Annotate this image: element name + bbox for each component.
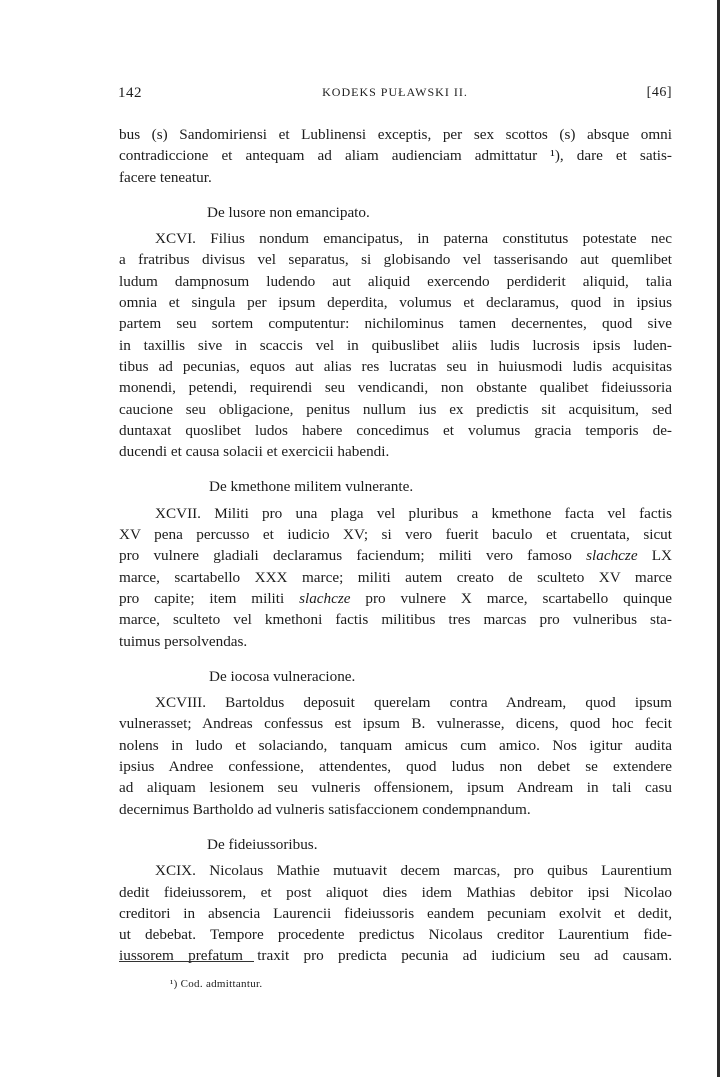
footnote: ¹) Cod. admittantur. [170, 978, 263, 990]
text-line: partem seu sortem computentur: nichilominus tamen decernentes, quod sive [119, 315, 672, 333]
text-line: facere teneatur. [119, 168, 212, 186]
text-line: XV pena percusso et iudicio XV; si vero fuerit baculo et cruentata, sicut [119, 526, 672, 544]
paragraph-xcviii [119, 692, 672, 820]
text-line: XCIX. Nicolaus Mathie mutuavit decem marcas, pro quibus Laurentium [155, 862, 672, 880]
text-line: nolens in ludo et solaciando, tanquam amicus cum amico. Nos igitur audita [119, 736, 672, 754]
text-line: tuimus persolvendas. [119, 632, 248, 650]
footnote-rule [119, 961, 254, 962]
text-line-with-italic: pro capite; item militi slachcze pro vulnere X marce, scartabello quinque [119, 589, 673, 607]
page-body [119, 124, 672, 967]
text-line: monendi, petendi, requirendi seu vendicandi, non obstante qualibet fideiussoria [119, 379, 672, 397]
text-line: contradiccione et antequam ad aliam audienciam admittatur ¹), dare et satis- [119, 147, 672, 165]
running-title: KODEKS PUŁAWSKI II. [322, 85, 468, 99]
section-heading: De fideiussoribus. [207, 835, 318, 853]
italic-term: slachcze [586, 547, 638, 565]
text-line: ut debebat. Tempore procedente predictus Nicolaus creditor Laurentium fide- [119, 926, 672, 944]
text-line: caucione seu obligacione, penitus nullum ius ex predictis sit acquisitum, sed [119, 400, 672, 418]
text-line: marce, sculteto vel kmethoni factis militibus tres marcas pro vulneribus sta- [119, 611, 672, 629]
text-line: dedit fideiussorem, et post aliquot dies idem Mathias debitor ipsi Nicolao [119, 883, 672, 901]
text-line: duntaxat quoslibet ludos habere concedimus et volumus gracia temporis de- [119, 421, 672, 439]
section-reference: [46] [646, 85, 672, 100]
paragraph-xcvi [119, 228, 672, 462]
paragraph-xcvii [119, 503, 672, 652]
text-line: decernimus Bartholdo ad vulneris satisfaccionem condempnandum. [119, 800, 531, 818]
text-line: XCVII. Militi pro una plaga vel pluribus a kmethone facta vel factis [155, 504, 672, 522]
section-heading: De iocosa vulneracione. [209, 667, 356, 685]
text-line: ad aliquam lesionem seu vulneris offensionem, ipsum Andream in tali casu [119, 779, 672, 797]
paragraph-continuation [119, 124, 672, 188]
text-line: bus (s) Sandomiriensi et Lublinensi exceptis, per sex scottos (s) absque omni [119, 126, 672, 143]
text-line: iussorem prefatum traxit pro predicta pecunia ad iudicium seu ad causam. [119, 947, 672, 965]
text-line: XCVI. Filius nondum emancipatus, in paterna constitutus potestate nec [155, 230, 672, 248]
text-line: tibus ad pecunias, equos aut alias res lucratas seu in huiusmodi ludis acquisitas [119, 357, 672, 375]
text-line-with-italic: pro vulnere gladiali declaramus faciendum; militi vero famoso slachcze LX [119, 547, 673, 565]
text-line: omnia et singula per ipsum deperdita, volumus et declaramus, quod in ipsius [119, 294, 672, 312]
text-line: marce, scartabello XXX marce; militi autem creato de sculteto XV marce [119, 568, 672, 586]
text-line: vulnerasset; Andreas confessus est ipsum B. vulnerasse, dicens, quod hoc fecit [119, 715, 672, 733]
text-line: creditori in absencia Laurencii fideiussoris eandem pecuniam exolvit et dedit, [119, 904, 672, 922]
text-line: ludum dampnosum ludendo aut aliquid exercendo perdiderit aliquid, talia [119, 272, 672, 290]
text-line: in taxillis sive in scaccis vel in quibuslibet aliis ludis lucrosis ipsis luden- [119, 336, 672, 354]
text-line: XCVIII. Bartoldus deposuit querelam contra Andream, quod ipsum [155, 694, 672, 712]
text-line: ducendi et causa solacii et exercicii habendi. [119, 443, 390, 461]
section-heading: De kmethone militem vulnerante. [209, 478, 414, 496]
section-heading: De lusore non emancipato. [207, 203, 370, 221]
paragraph-xcix [119, 860, 672, 966]
text-line: ipsius Andree confessione, attendentes, quod ludus non debet se extendere [119, 758, 672, 776]
page-number: 142 [118, 85, 142, 101]
italic-term: slachcze [299, 589, 351, 607]
running-header [118, 85, 672, 105]
text-line: a fratribus divisus vel separatus, si globisando vel tasserisando aut quemlibet [119, 251, 672, 269]
